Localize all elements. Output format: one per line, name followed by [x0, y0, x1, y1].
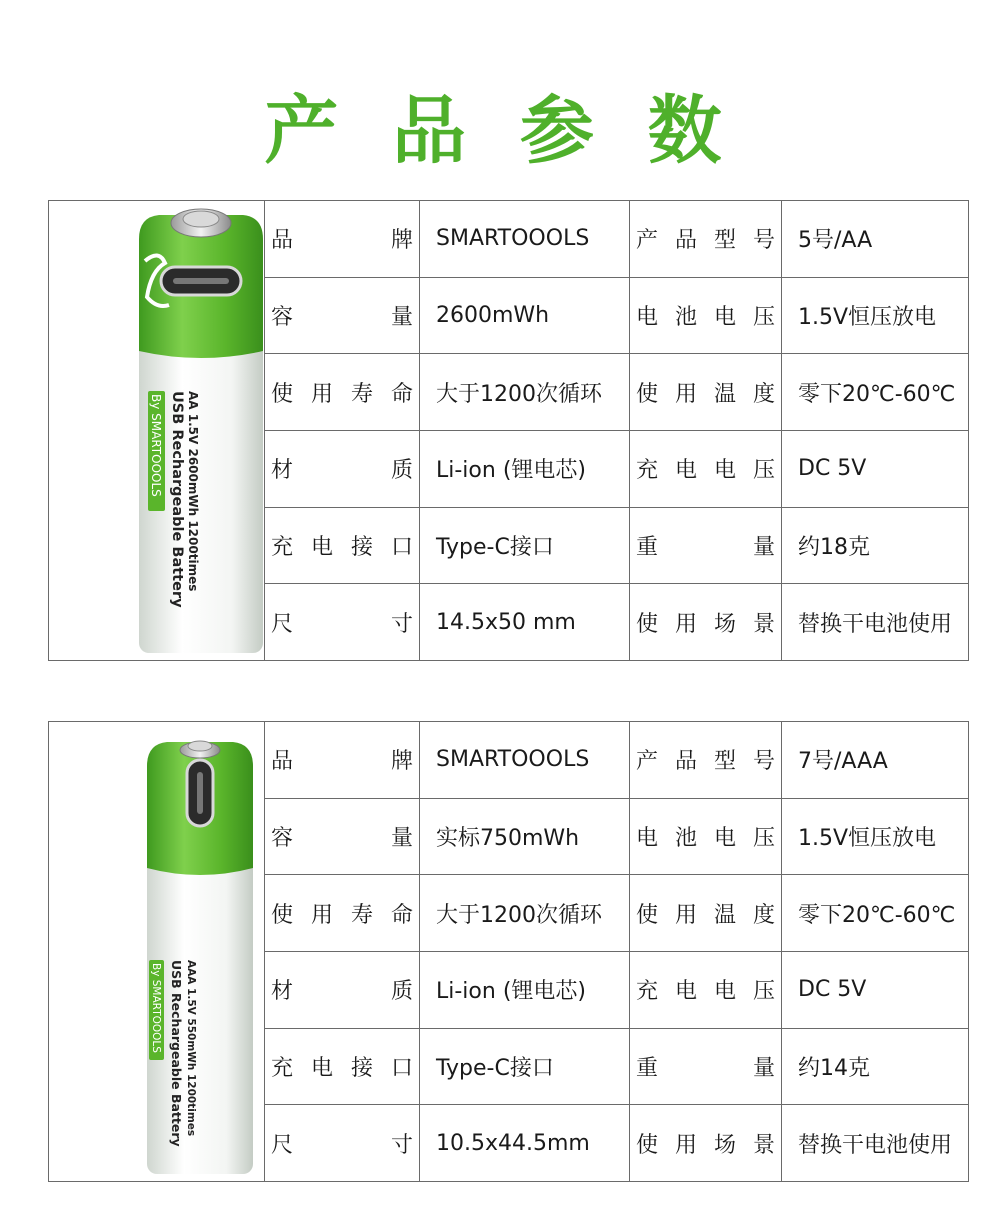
- positive-terminal-icon: [171, 209, 231, 237]
- spec-value-cell: [782, 722, 969, 799]
- spec-label: 使 用 温 度: [636, 902, 775, 928]
- spec-label-cell: [630, 354, 782, 431]
- spec-value: SMARTOOOLS: [436, 226, 590, 252]
- spec-label: 使 用 寿 命: [271, 381, 413, 407]
- battery-spec-line: AA 1.5V 2600mWh 1200times: [186, 391, 200, 592]
- spec-value-cell: [420, 354, 630, 431]
- spec-value: 7号/AAA: [798, 749, 888, 775]
- spec-label-cell: [265, 354, 420, 431]
- spec-value: 大于1200次循环: [436, 381, 602, 407]
- spec-value-cell: [782, 430, 969, 507]
- spec-label-cell: [265, 875, 420, 952]
- spec-label-cell: [265, 798, 420, 875]
- spec-label-cell: [265, 1028, 420, 1105]
- spec-value: DC 5V: [798, 977, 867, 1003]
- spec-label: 充 电 接 口: [271, 1055, 413, 1081]
- spec-label-cell: [265, 584, 420, 661]
- spec-label: 品 牌: [271, 228, 413, 254]
- battery-image-cell: [49, 201, 265, 661]
- spec-value: 1.5V恒压放电: [798, 304, 937, 330]
- spec-label-cell: [630, 584, 782, 661]
- spec-value: SMARTOOOLS: [436, 747, 590, 773]
- spec-row: [49, 722, 969, 799]
- spec-label: 材 质: [271, 458, 413, 484]
- spec-label: 使 用 寿 命: [271, 902, 413, 928]
- spec-value: 替换干电池使用: [798, 1132, 953, 1158]
- spec-label-cell: [630, 507, 782, 584]
- spec-value-cell: [420, 201, 630, 278]
- usb-c-port-icon: [161, 267, 241, 295]
- battery-type-line: USB Rechargeable Battery: [169, 391, 185, 608]
- spec-value: 14.5x50 mm: [436, 609, 576, 635]
- spec-value-cell: [420, 430, 630, 507]
- spec-label-cell: [630, 798, 782, 875]
- spec-label: 容 量: [271, 304, 413, 330]
- spec-label: 容 量: [271, 825, 413, 851]
- page-title: 产 品 参 数: [264, 88, 736, 174]
- spec-label-cell: [630, 951, 782, 1028]
- spec-label-cell: [630, 430, 782, 507]
- spec-value: Li-ion (锂电芯): [436, 458, 586, 484]
- spec-value-cell: [782, 277, 969, 354]
- spec-label-cell: [630, 1105, 782, 1182]
- spec-label-cell: [265, 722, 420, 799]
- spec-label: 充 电 接 口: [271, 534, 413, 560]
- spec-value-cell: [420, 277, 630, 354]
- spec-value-cell: [782, 1028, 969, 1105]
- spec-label: 重 量: [636, 1055, 775, 1081]
- spec-label-cell: [630, 875, 782, 952]
- spec-label: 尺 寸: [271, 1132, 413, 1158]
- spec-label: 材 质: [271, 979, 413, 1005]
- spec-label: 产 品 型 号: [636, 749, 775, 775]
- spec-value-cell: [420, 722, 630, 799]
- spec-label-cell: [630, 722, 782, 799]
- spec-label: 电 池 电 压: [636, 304, 775, 330]
- spec-value: 零下20℃-60℃: [798, 902, 956, 928]
- spec-value-cell: [420, 1028, 630, 1105]
- spec-value-cell: [420, 951, 630, 1028]
- spec-label-cell: [630, 201, 782, 278]
- spec-value-cell: [782, 507, 969, 584]
- battery-brand-line: By SMARTOOOLS: [150, 963, 162, 1053]
- spec-value: Li-ion (锂电芯): [436, 979, 586, 1005]
- spec-value: 10.5x44.5mm: [436, 1130, 590, 1156]
- spec-table-aaa: [48, 721, 969, 1182]
- spec-value-cell: [782, 951, 969, 1028]
- battery-image-cell: [49, 722, 265, 1182]
- battery-brand-line: By SMARTOOOLS: [149, 394, 163, 497]
- spec-value: Type-C接口: [436, 534, 554, 560]
- spec-label: 重 量: [636, 534, 775, 560]
- spec-label: 充 电 电 压: [636, 458, 775, 484]
- spec-value: 约18克: [798, 534, 870, 560]
- spec-label: 使 用 场 景: [636, 611, 775, 637]
- spec-value-cell: [782, 201, 969, 278]
- spec-value: 实标750mWh: [436, 825, 580, 851]
- spec-label: 使 用 场 景: [636, 1132, 775, 1158]
- spec-value: 2600mWh: [436, 302, 550, 328]
- spec-value-cell: [420, 798, 630, 875]
- spec-value-cell: [420, 507, 630, 584]
- battery-illustration: [49, 201, 263, 660]
- spec-label-cell: [630, 1028, 782, 1105]
- battery-spec-line: AAA 1.5V 550mWh 1200times: [185, 960, 197, 1137]
- spec-label: 使 用 温 度: [636, 381, 775, 407]
- spec-value-cell: [420, 584, 630, 661]
- usb-c-port-icon: [187, 760, 213, 826]
- spec-value-cell: [782, 1105, 969, 1182]
- spec-label-cell: [265, 507, 420, 584]
- spec-value: Type-C接口: [436, 1055, 554, 1081]
- spec-label: 充 电 电 压: [636, 979, 775, 1005]
- spec-label-cell: [630, 277, 782, 354]
- battery-illustration: [49, 722, 263, 1181]
- spec-label-cell: [265, 277, 420, 354]
- spec-value-cell: [782, 354, 969, 431]
- spec-value-cell: [782, 798, 969, 875]
- spec-value-cell: [420, 1105, 630, 1182]
- spec-value-cell: [782, 875, 969, 952]
- battery-type-line: USB Rechargeable Battery: [169, 960, 184, 1147]
- spec-table-aa: [48, 200, 969, 661]
- spec-value: DC 5V: [798, 456, 867, 482]
- spec-value: 替换干电池使用: [798, 611, 953, 637]
- spec-label-cell: [265, 201, 420, 278]
- spec-value-cell: [420, 875, 630, 952]
- spec-label: 品 牌: [271, 749, 413, 775]
- spec-label: 尺 寸: [271, 611, 413, 637]
- spec-label-cell: [265, 951, 420, 1028]
- spec-value: 零下20℃-60℃: [798, 381, 956, 407]
- spec-label: 电 池 电 压: [636, 825, 775, 851]
- spec-value-cell: [782, 584, 969, 661]
- spec-label-cell: [265, 1105, 420, 1182]
- spec-row: [49, 201, 969, 278]
- spec-value: 大于1200次循环: [436, 902, 602, 928]
- spec-value: 1.5V恒压放电: [798, 825, 937, 851]
- spec-value: 5号/AA: [798, 228, 873, 254]
- spec-label-cell: [265, 430, 420, 507]
- spec-value: 约14克: [798, 1055, 870, 1081]
- spec-label: 产 品 型 号: [636, 228, 775, 254]
